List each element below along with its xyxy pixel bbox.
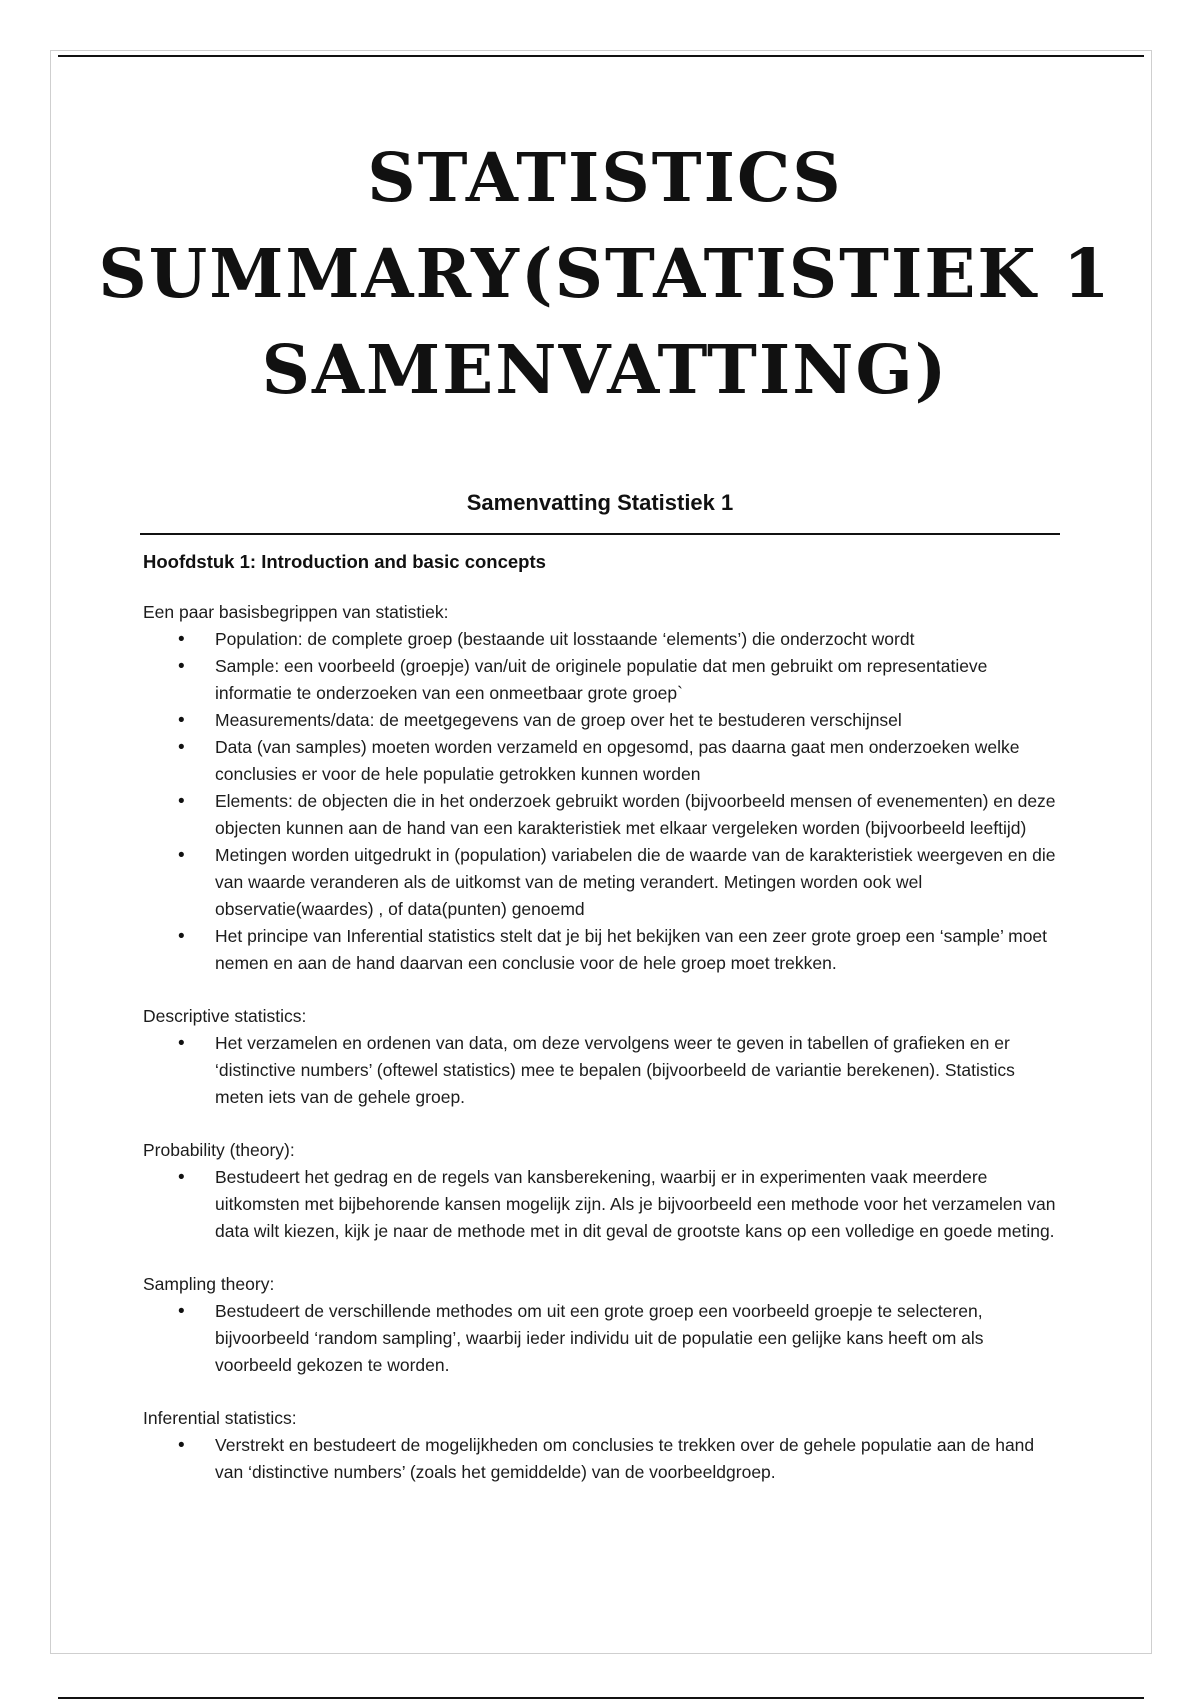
list-item: • Elements: de objecten die in het onderzoek gebruikt worden (bijvoorbeeld mensen of evenementen) en deze objecten kunnen aan de hand van een karakteristiek met elkaar vergeleken worden (bijvoorbeeld leeftijd) [215,788,1063,842]
list-item: • Metingen worden uitgedrukt in (population) variabelen die de waarde van de karakteristiek weergeven en die van waarde veranderen als de uitkomst van de meting verandert. Metingen worden ook wel observatie(waardes) , of data(punten) genoemd [215,842,1063,923]
list-item: • Bestudeert de verschillende methodes om uit een grote groep een voorbeeld groepje te selecteren, bijvoorbeeld ‘random sampling’, waarbij ieder individu uit de populatie een gelijke kans heeft om als voorbeeld gekozen te worden. [215,1298,1063,1379]
section-label: Descriptive statistics: [143,1006,307,1026]
section-label: Inferential statistics: [143,1408,297,1428]
list-item: • Het principe van Inferential statistics stelt dat je bij het bekijken van een zeer grote groep een ‘sample’ moet nemen en aan de hand daarvan een conclusie voor de hele groep moet trekken. [215,923,1063,977]
bullet-list [143,1030,1063,1111]
title-line: SUMMARY(STATISTIEK 1 [98,234,1112,313]
section-label: Sampling theory: [143,1274,275,1294]
doc-heading: Samenvatting Statistiek 1 [466,490,734,515]
section-inferential-statistics [143,1405,1063,1486]
section-probability [143,1137,1063,1245]
list-item: • Verstrekt en bestudeert de mogelijkheden om conclusies te trekken over de gehele populatie aan de hand van ‘distinctive numbers’ (zoals het gemiddelde) van de voorbeeldgroep. [215,1432,1063,1486]
section-sampling-theory [143,1271,1063,1379]
document-body [143,548,1063,1512]
section-label: Probability (theory): [143,1140,295,1160]
bullet-list [143,626,1063,977]
title-line: SAMENVATTING) [261,330,949,409]
heading-divider [140,533,1060,535]
bullet-list [143,1298,1063,1379]
section-descriptive-statistics [143,1003,1063,1111]
section-label: Een paar basisbegrippen van statistiek: [143,602,449,622]
list-item: • Measurements/data: de meetgegevens van de groep over het te bestuderen verschijnsel [215,707,1063,734]
title-line: STATISTICS [367,138,843,217]
bottom-rule [58,1697,1144,1699]
document-title [90,130,1120,418]
section-basics [143,599,1063,977]
list-item: • Bestudeert het gedrag en de regels van kansberekening, waarbij er in experimenten vaak meerdere uitkomsten met bijbehorende kansen mogelijk zijn. Als je bijvoorbeeld een methode voor het verzamelen van data wilt kiezen, kijk je naar de methode met in dit geval de grootste kans op een volledige en goede meting. [215,1164,1063,1245]
chapter-heading: Hoofdstuk 1: Introduction and basic concepts [143,551,546,572]
list-item: • Het verzamelen en ordenen van data, om deze vervolgens weer te geven in tabellen of grafieken en er ‘distinctive numbers’ (oftewel statistics) mee te bepalen (bijvoorbeeld de variantie berekenen). Statistics meten iets van de gehele groep. [215,1030,1063,1111]
list-item: • Data (van samples) moeten worden verzameld en opgesomd, pas daarna gaat men onderzoeken welke conclusies er voor de hele populatie getrokken kunnen worden [215,734,1063,788]
list-item: • Sample: een voorbeeld (groepje) van/uit de originele populatie dat men gebruikt om representatieve informatie te onderzoeken van een onmeetbaar grote groep` [215,653,1063,707]
bullet-list [143,1164,1063,1245]
list-item: • Population: de complete groep (bestaande uit losstaande ‘elements’) die onderzocht wordt [215,626,1063,653]
bullet-list [143,1432,1063,1486]
